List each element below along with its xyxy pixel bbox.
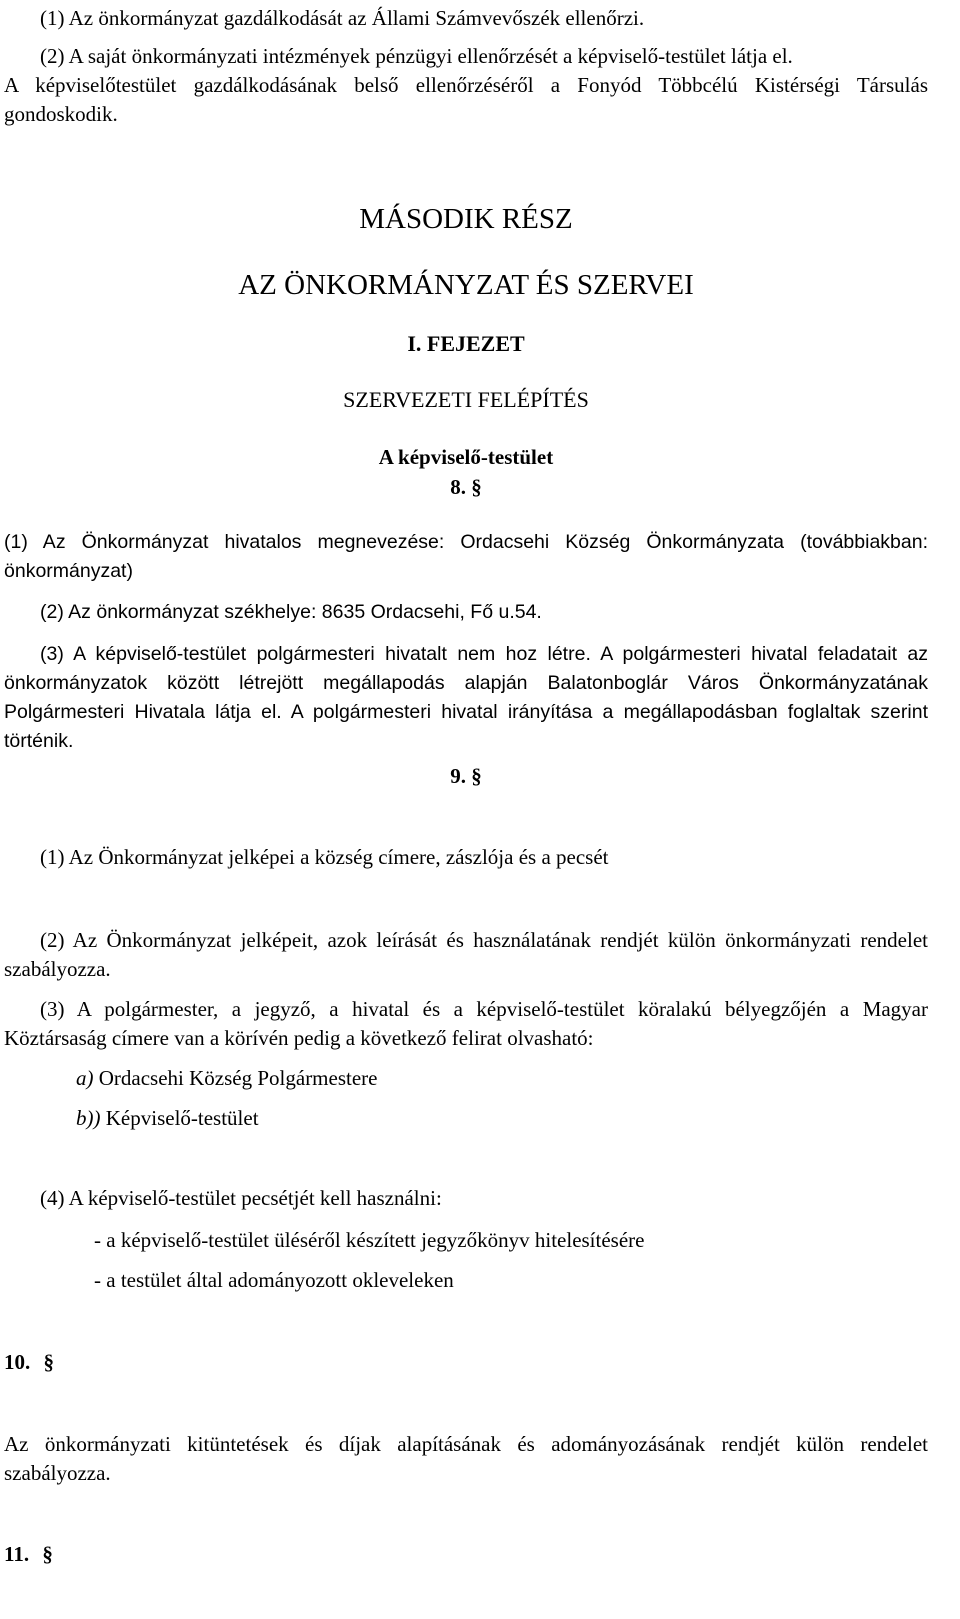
list-item-b-text: Képviselő-testület bbox=[100, 1106, 259, 1130]
section-symbol-icon: § bbox=[42, 1542, 53, 1566]
section-9-number: 9. bbox=[450, 764, 466, 788]
part-heading: MÁSODIK RÉSZ bbox=[359, 203, 573, 235]
list-item-a-text: Ordacsehi Község Polgármestere bbox=[93, 1066, 378, 1090]
paragraph-internal-audit-line1: (2) A saját önkormányzati intézmények pénzügyi ellenőrzését a képviselő-testület látja el. bbox=[40, 44, 793, 68]
dash-item-2: - a testület által adományozott okleveleken bbox=[94, 1268, 454, 1292]
section-symbol-icon: § bbox=[471, 475, 482, 499]
section-8-number: 8. bbox=[450, 475, 466, 499]
paragraph-audit: (1) Az önkormányzat gazdálkodását az Állami Számvevőszék ellenőrzi. bbox=[40, 6, 645, 30]
dash-item-1: - a képviselő-testület üléséről készített jegyzőkönyv hitelesítésére bbox=[94, 1228, 645, 1252]
chapter-heading: I. FEJEZET bbox=[407, 331, 525, 356]
section-11-number: 11. bbox=[4, 1542, 30, 1566]
section-10-paragraph-1: Az önkormányzati kitüntetések és díjak alapításának és adományozásának rendjét külön rendelet szabályozza. bbox=[4, 1432, 928, 1485]
list-item-a bbox=[76, 1064, 377, 1093]
list-item-b bbox=[76, 1104, 259, 1133]
section-9-paragraph-1: (1) Az Önkormányzat jelképei a község címere, zászlója és a pecsét bbox=[40, 845, 609, 869]
section-subtitle: A képviselő-testület bbox=[378, 445, 554, 469]
section-11-heading bbox=[4, 1540, 53, 1569]
section-9-paragraph-4: (4) A képviselő-testület pecsétjét kell használni: bbox=[40, 1186, 442, 1210]
section-9-paragraph-3: (3) A polgármester, a jegyző, a hivatal és a képviselő-testület köralakú bélyegzőjén a Magyar Köztársaság címere van a körívén pedig a következő felirat olvasható: bbox=[4, 997, 928, 1050]
paragraph-internal-audit-rest: A képviselőtestület gazdálkodásának belső ellenőrzéséről a Fonyód Többcélú Kistérségi Társulás gondoskodik. bbox=[4, 73, 928, 126]
section-8-heading bbox=[0, 473, 932, 502]
section-symbol-icon: § bbox=[471, 764, 482, 788]
section-symbol-icon: § bbox=[43, 1350, 54, 1374]
section-8-paragraph-1: (1) Az Önkormányzat hivatalos megnevezése: Ordacsehi Község Önkormányzata (továbbiakban: önkormányzat) bbox=[4, 531, 928, 582]
section-8-paragraph-3: (3) A képviselő-testület polgármesteri hivatalt nem hoz létre. A polgármesteri hivatal feladatait az önkormányzatok között létrejött megállapodás alapján Balatonboglár Város Önkormányzatának Polgármesteri Hivatala látja el. A polgármesteri hivatal irányítása a megállapodásban foglaltak szerint történik. bbox=[4, 643, 928, 752]
section-10-number: 10. bbox=[4, 1350, 31, 1374]
list-item-a-marker: a) bbox=[76, 1066, 94, 1090]
section-9-paragraph-2: (2) Az Önkormányzat jelképeit, azok leírását és használatának rendjét külön önkormányzati rendelet szabályozza. bbox=[4, 928, 928, 981]
chapter-title: SZERVEZETI FELÉPÍTÉS bbox=[343, 387, 589, 412]
list-item-b-marker: b)) bbox=[76, 1106, 101, 1130]
section-10-heading bbox=[4, 1348, 54, 1377]
section-8-paragraph-2: (2) Az önkormányzat székhelye: 8635 Ordacsehi, Fő u.54. bbox=[40, 601, 542, 623]
section-9-heading bbox=[0, 762, 932, 791]
part-title: AZ ÖNKORMÁNYZAT ÉS SZERVEI bbox=[238, 269, 694, 301]
